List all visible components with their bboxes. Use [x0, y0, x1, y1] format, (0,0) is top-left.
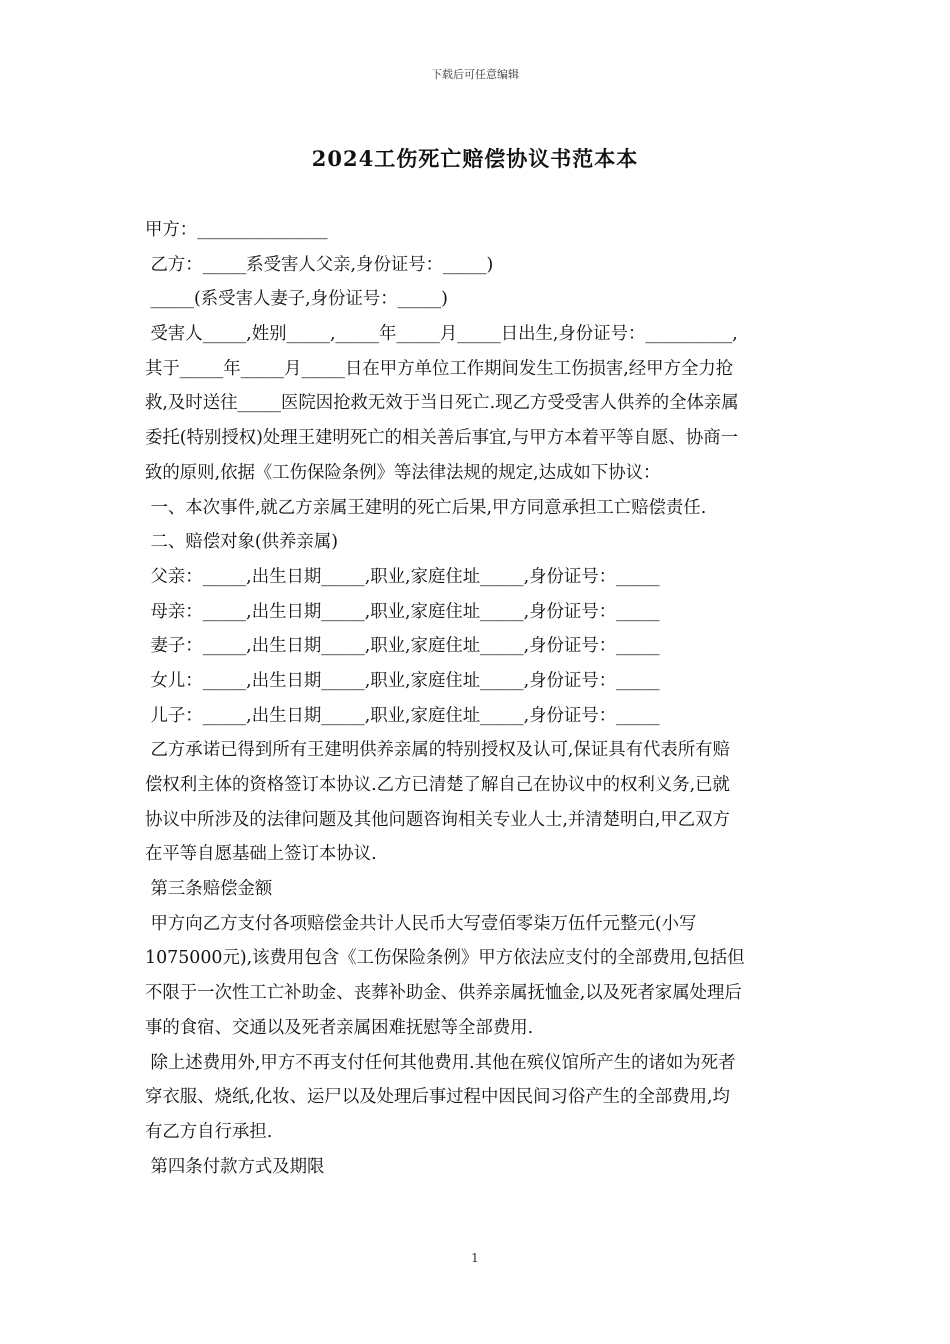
text-line: 在平等自愿基础上签订本协议.: [145, 844, 377, 865]
text-line: 协议中所涉及的法律问题及其他问题咨询相关专业人士,并清楚明白,甲乙双方: [145, 809, 730, 830]
text-line: 除上述费用外,甲方不再支付任何其他费用.其他在殡仪馆所产生的诸如为死者: [145, 1052, 736, 1073]
text-line: 甲方向乙方支付各项赔偿金共计人民币大写壹佰零柒万伍仟元整元(小写: [145, 913, 697, 934]
text-line: 救,及时送往_____医院因抢救无效于当日死亡.现乙方受受害人供养的全体亲属: [145, 393, 739, 414]
text-line: 有乙方自行承担.: [145, 1121, 273, 1142]
text-line: 穿衣服、烧纸,化妆、运尸以及处理后事过程中因民间习俗产生的全部费用,均: [145, 1087, 730, 1108]
text-line: 偿权利主体的资格签订本协议.乙方已清楚了解自己在协议中的权利义务,已就: [145, 775, 730, 795]
text-line: 乙方承诺已得到所有王建明供养亲属的特别授权及认可,保证具有代表所有赔: [145, 740, 730, 761]
text-line: 二、赔偿对象(供养亲属): [145, 532, 339, 553]
document-title: 2024工伤死亡赔偿协议书范本本: [311, 146, 639, 171]
text-line: 父亲：_____,出生日期_____,职业,家庭住址_____,身份证号：_____: [145, 566, 660, 587]
text-line: 不限于一次性工亡补助金、丧葬补助金、供养亲属抚恤金,以及死者家属处理后: [145, 983, 742, 1004]
text-line: 委托(特别授权)处理王建明死亡的相关善后事宜,与甲方本着平等自愿、协商一: [145, 428, 738, 449]
text-line: 第四条付款方式及期限: [145, 1156, 325, 1177]
text-line: _____(系受害人妻子,身份证号：_____): [145, 289, 448, 310]
text-line: 母亲：_____,出生日期_____,职业,家庭住址_____,身份证号：_____: [145, 601, 660, 622]
text-line: 儿子：_____,出生日期_____,职业,家庭住址_____,身份证号：_____: [145, 705, 660, 726]
page-header: 下载后可任意编辑: [431, 68, 519, 81]
text-line: 乙方：_____系受害人父亲,身份证号：_____): [145, 254, 494, 275]
text-line: 事的食宿、交通以及死者亲属困难抚慰等全部费用.: [145, 1017, 534, 1038]
page-number: 1: [471, 1251, 479, 1265]
text-line: 甲方：_______________: [145, 220, 328, 240]
text-line: 致的原则,依据《工伤保险条例》等法律法规的规定,达成如下协议：: [145, 462, 661, 483]
text-line: 妻子：_____,出生日期_____,职业,家庭住址_____,身份证号：_____: [145, 636, 660, 657]
text-line: 其于_____年_____月_____日在甲方单位工作期间发生工伤损害,经甲方全力抢: [145, 358, 734, 379]
document-body: [145, 213, 815, 1184]
text-line: 受害人_____,姓别_____,_____年_____月_____日出生,身份证号：__________,: [145, 324, 738, 345]
text-line: 1075000元),该费用包含《工伤保险条例》甲方依法应支付的全部费用,包括但: [145, 948, 745, 969]
text-line: 第三条赔偿金额: [145, 879, 273, 900]
text-line: 一、本次事件,就乙方亲属王建明的死亡后果,甲方同意承担工亡赔偿责任.: [145, 497, 707, 518]
text-line: 女儿：_____,出生日期_____,职业,家庭住址_____,身份证号：_____: [145, 670, 660, 691]
